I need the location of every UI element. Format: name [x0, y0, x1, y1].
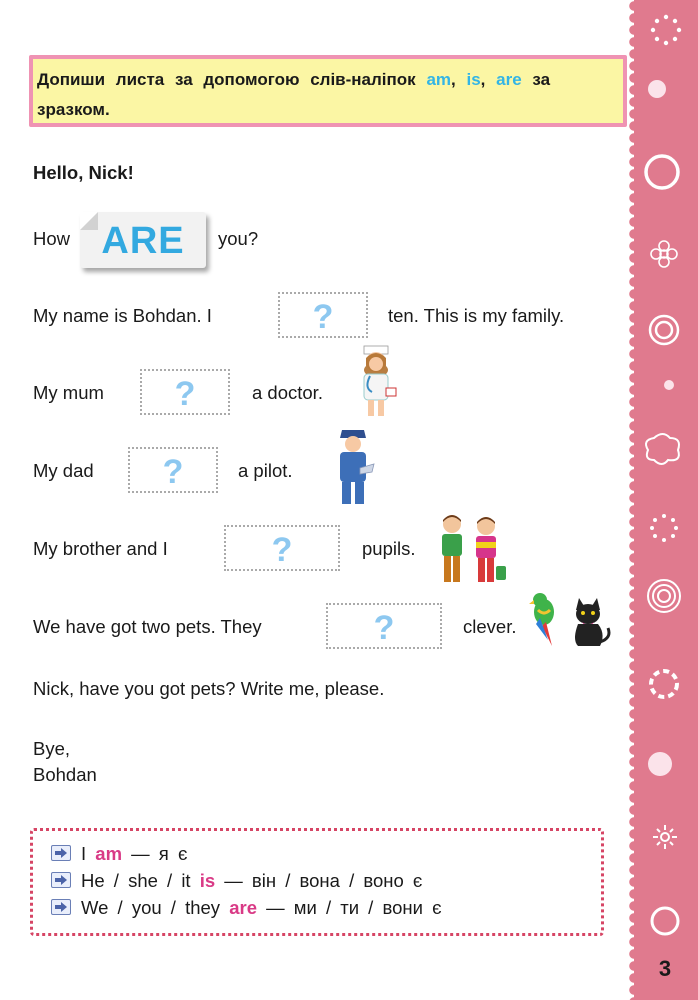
sticker-slot-3[interactable] — [128, 447, 218, 493]
sticker-slot-5[interactable] — [326, 603, 442, 649]
pets-picture — [526, 588, 612, 650]
sticker-slot-2[interactable] — [140, 369, 230, 415]
grammar-row-is — [51, 870, 422, 894]
instruction-comma: , — [451, 70, 456, 89]
letter-question-line: Nick, have you got pets? Write me, please. — [33, 678, 385, 699]
sticker-slot-1[interactable] — [278, 292, 368, 338]
pilot-picture — [330, 424, 376, 508]
keyword-are: are — [496, 70, 522, 89]
grammar-translation: — ми / ти / вони є — [266, 897, 442, 918]
line4-end: a pilot. — [238, 460, 293, 481]
question-mark-icon: ? — [373, 609, 395, 647]
line3-start: My mum — [33, 382, 104, 403]
dashed-ring-icon — [646, 666, 682, 702]
instruction-box — [29, 55, 627, 127]
grammar-verb-am: am — [95, 843, 123, 864]
line2-start: My name is Bohdan. I — [33, 305, 212, 326]
small-white-dot-icon — [664, 380, 674, 390]
dotted-ring-icon — [648, 512, 680, 544]
grammar-verb-are: are — [229, 897, 257, 918]
letter-greeting: Hello, Nick! — [33, 162, 134, 183]
decorative-side-strip — [634, 0, 698, 1000]
line3-end: a doctor. — [252, 382, 323, 403]
large-white-dot-icon — [648, 752, 672, 776]
instruction-text — [37, 65, 603, 125]
white-dot-icon — [648, 80, 666, 98]
grammar-row-are — [51, 897, 442, 921]
arrow-right-icon — [51, 872, 71, 888]
question-mark-icon: ? — [174, 375, 196, 413]
instruction-comma: , — [480, 70, 486, 89]
letter-signature: Bohdan — [33, 764, 97, 785]
arrow-right-icon — [51, 845, 71, 861]
ring-icon — [642, 152, 682, 192]
spiral-icon — [650, 822, 680, 852]
line6-start: We have got two pets. They — [33, 616, 262, 637]
instruction-text-end: за зразком. — [37, 70, 551, 119]
page-number: 3 — [658, 956, 672, 981]
line2-end: ten. This is my family. — [388, 305, 565, 326]
arrow-right-icon — [51, 899, 71, 915]
question-mark-icon: ? — [162, 453, 184, 491]
line5-end: pupils. — [362, 538, 416, 559]
line6-end: clever. — [463, 616, 517, 637]
sample-sticker-are — [80, 212, 206, 268]
grammar-subject: He / she / it — [81, 870, 191, 891]
grammar-row-am — [51, 843, 187, 867]
keyword-is: is — [466, 70, 481, 89]
question-mark-icon: ? — [312, 298, 334, 336]
dotted-circle-icon — [650, 14, 682, 46]
keyword-am: am — [426, 70, 452, 89]
grammar-verb-is: is — [199, 870, 216, 891]
grammar-translation: — я є — [131, 843, 188, 864]
line1-end: you? — [218, 228, 259, 249]
letter-closing: Bye, — [33, 738, 71, 759]
cloud-outline-icon — [642, 428, 684, 468]
line5-start: My brother and I — [33, 538, 168, 559]
grammar-translation: — він / вона / воно є — [224, 870, 423, 891]
doctor-picture — [354, 340, 400, 420]
flower-outline-icon — [648, 238, 680, 270]
triple-ring-icon — [644, 576, 684, 616]
concentric-circle-icon — [646, 312, 682, 348]
grammar-reference-box — [30, 828, 604, 936]
ring-icon-bottom — [648, 904, 682, 938]
question-mark-icon: ? — [271, 531, 293, 569]
grammar-subject: I — [81, 843, 87, 864]
line4-start: My dad — [33, 460, 94, 481]
sample-sticker-text: ARE — [101, 220, 185, 262]
instruction-text-main: Допиши листа за допомогою слів-наліпок — [37, 70, 416, 89]
line1-start: How — [33, 228, 71, 249]
grammar-subject: We / you / they — [81, 897, 221, 918]
sticker-slot-4[interactable] — [224, 525, 340, 571]
children-picture — [436, 512, 508, 586]
